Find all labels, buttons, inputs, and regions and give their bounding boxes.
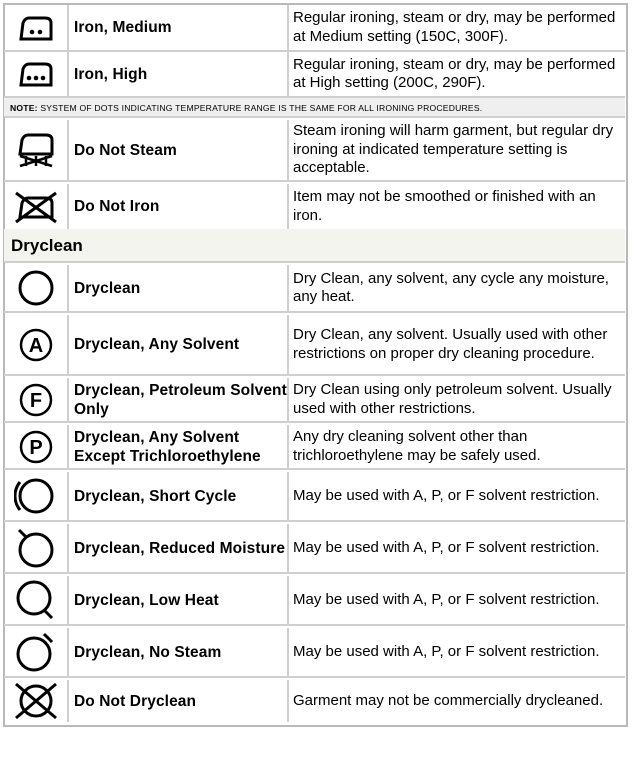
row-name: Iron, High — [69, 52, 289, 96]
table-row — [4, 472, 625, 522]
table-row — [4, 524, 625, 574]
section-title: Dryclean — [4, 229, 625, 263]
row-name: Do Not Dryclean — [69, 680, 289, 722]
row-name: Dryclean, Short Cycle — [69, 472, 289, 520]
table-row — [4, 628, 625, 678]
table-row — [4, 378, 625, 423]
row-description: May be used with A, P, or F solvent restriction. — [293, 642, 600, 660]
circle-letter: A — [28, 334, 43, 357]
row-name: Dryclean, No Steam — [69, 628, 289, 676]
row-description: May be used with A, P, or F solvent restriction. — [293, 538, 600, 556]
note-text: SYSTEM OF DOTS INDICATING TEMPERATURE RANGE IS THE SAME FOR ALL IRONING PROCEDURES. — [37, 103, 483, 113]
table-row — [4, 425, 625, 470]
row-description: Regular ironing, steam or dry, may be performed at Medium setting (150C, 300F). — [293, 9, 616, 45]
circle-reduced-moisture-icon — [4, 524, 69, 572]
circle-f-icon — [4, 378, 69, 421]
iron-high-icon — [4, 52, 69, 96]
row-name: Dryclean, Reduced Moisture — [69, 524, 289, 572]
iron-no-steam-icon — [4, 120, 69, 180]
row-description: May be used with A, P, or F solvent restriction. — [293, 486, 600, 504]
row-description: Garment may not be commercially drycleaned. — [293, 691, 604, 709]
ironing-note — [4, 98, 625, 118]
circle-a-icon — [4, 315, 69, 374]
circle-low-heat-icon — [4, 576, 69, 624]
row-description: Steam ironing will harm garment, but regular dry ironing at indicated temperature setting is acceptable. — [293, 122, 614, 177]
iron-medium-icon — [4, 5, 69, 50]
row-name: Iron, Medium — [69, 5, 289, 50]
table-row — [4, 184, 625, 229]
table-row — [4, 315, 625, 376]
row-name: Do Not Steam — [69, 120, 289, 180]
circle-crossed-icon — [4, 680, 69, 722]
table-row — [4, 680, 625, 722]
table-row — [4, 576, 625, 626]
row-name: Dryclean, Petroleum Solvent Only — [69, 378, 289, 421]
circle-short-cycle-icon — [4, 472, 69, 520]
row-description: Dry Clean using only petroleum solvent. Usually used with other restrictions. — [293, 381, 612, 417]
row-description: Regular ironing, steam or dry, may be performed at High setting (200C, 290F). — [293, 55, 616, 91]
table-row — [4, 5, 625, 52]
circle-no-steam-icon — [4, 628, 69, 676]
circle-p-icon — [4, 425, 69, 468]
row-description: May be used with A, P, or F solvent restriction. — [293, 590, 600, 608]
row-name: Dryclean, Any Solvent Except Trichloroethylene — [69, 425, 289, 468]
row-name: Dryclean — [69, 265, 289, 311]
circle-letter: P — [28, 436, 43, 459]
iron-crossed-icon — [4, 184, 69, 229]
row-description: Item may not be smoothed or finished with an iron. — [293, 188, 596, 224]
row-description: Any dry cleaning solvent other than trichloroethylene may be safely used. — [293, 428, 541, 464]
row-name: Dryclean, Any Solvent — [69, 315, 289, 374]
circle-icon — [4, 265, 69, 311]
row-description: Dry Clean, any solvent. Usually used with other restrictions on proper dry cleaning procedure. — [293, 326, 608, 362]
row-name: Dryclean, Low Heat — [69, 576, 289, 624]
table-row — [4, 52, 625, 98]
row-name: Do Not Iron — [69, 184, 289, 229]
table-row — [4, 265, 625, 313]
circle-letter: F — [29, 389, 42, 412]
table-row — [4, 120, 625, 182]
row-description: Dry Clean, any solvent, any cycle any moisture, any heat. — [293, 269, 609, 305]
note-label: NOTE: — [10, 103, 38, 113]
